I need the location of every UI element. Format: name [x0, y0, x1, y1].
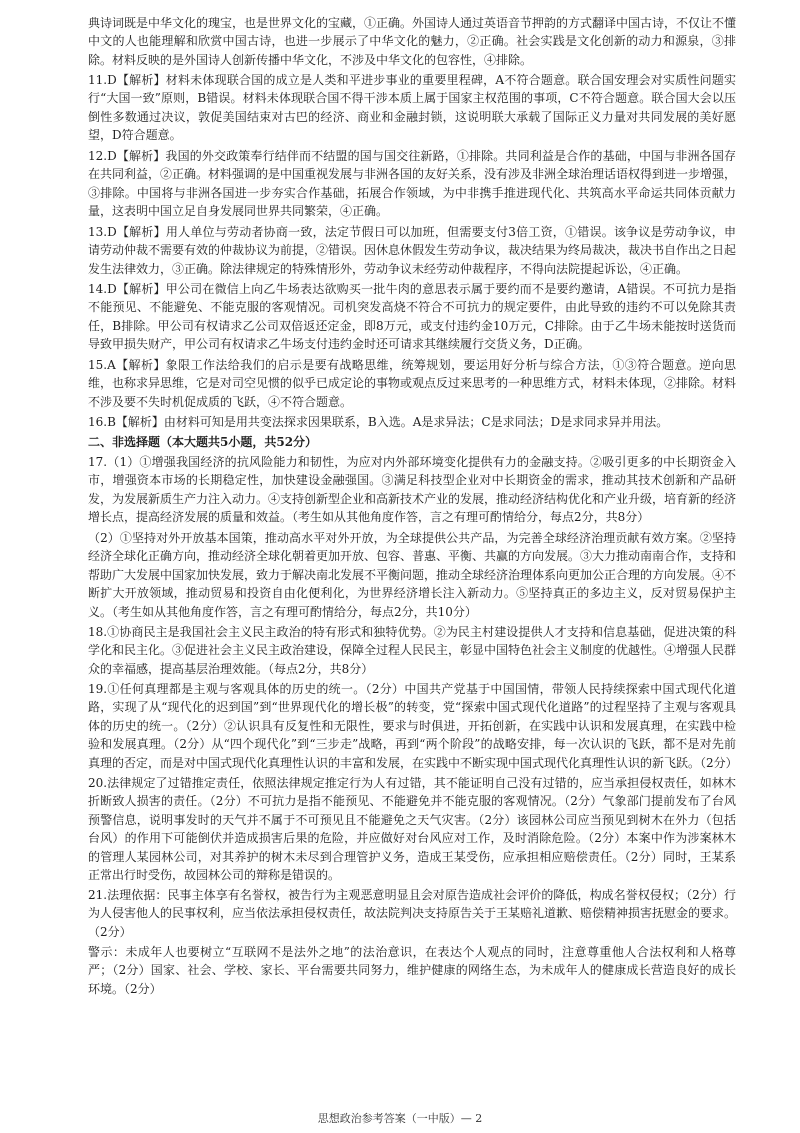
- answer-15-number: 15.A: [88, 358, 116, 372]
- answer-14-body: 【解析】甲公司在微信上向乙牛场表达欲购买一批牛肉的意思表示属于要约而不是要约邀请，A错误。不可抗力是指不能预见、不能避免、不能克服的客观情况。司机突发高烧不符合不可抗力的规定要件，由此导致的违约不可以免除其责任，B排除。甲公司有权请求乙公司双倍返还定金，即8万元，或支付违约金10万元，C排除。由于乙牛场未能按时送货而导致甲损失财产，甲公司有权请求乙牛场支付违约金时还可请求其继续履行交货义务，D正确。: [88, 282, 736, 352]
- answer-11: [88, 71, 736, 145]
- answer-16-number: 16.B: [88, 415, 116, 429]
- answer-15: [88, 356, 736, 411]
- answer-14-number: 14.D: [88, 282, 117, 296]
- answer-13-number: 13.D: [88, 225, 117, 239]
- answer-18: 18.①协商民主是我国社会主义民主政治的特有形式和独特优势。②为民主村建设提供人才支持和信息基础，促进决策的科学化和民主化。③促进社会主义民主政治建设，保障全过程人民民主，彰显中国特色社会主义制度的优越性。④增强人民群众的幸福感，提高基层治理效能。（每点2分，共8分）: [88, 625, 737, 676]
- answer-15-body: 【解析】象限工作法给我们的启示是要有战略思维，统筹规划，要运用好分析与综合方法，①③符合题意。逆向思维，也称求异思维，它是对司空见惯的似乎已成定论的事物或观点反过来思考的一种思维方式，材料未体现，②排除。材料不涉及要不失时机促成质的飞跃，④不符合题意。: [88, 358, 737, 409]
- answer-14: [88, 280, 736, 354]
- answer-20: 20.法律规定了过错推定责任，依照法律规定推定行为人有过错，其不能证明自己没有过错的，应当承担侵权责任，如林木折断致人损害的责任。（2分）不可抗力是指不能预见、不能避免并不能克服的客观情况。（2分）气象部门提前发布了台风预警信息，说明事发时的天气并不属于不可预见且不能避免之天气灾害。（2分）该园林公司应当预见到树木在外力（包括台风）的作用下可能倒伏并造成损害后果的危险，并应做好对台风应对工作，及时消除危险。（2分）本案中作为涉案林木的管理人某园林公司，对其养护的树木未尽到合理管护义务，造成王某受伤，应承担相应赔偿责任。（2分）同时，王某系正常出行时受伤，故园林公司的辩称是错误的。: [88, 776, 736, 883]
- answer-17-part2: （2）①坚持对外开放基本国策，推动高水平对外开放，为全球提供公共产品，为完善全球经济治理贡献有效方案。②坚持经济全球化正确方向，推动经济全球化朝着更加开放、包容、普惠、平衡、共赢的方向发展。③大力推动南南合作，支持和帮助广大发展中国家加快发展，致力于解决南北发展不平衡问题，推动全球经济治理体系向更加公正合理的方向发展。④不断扩大开放领域，推动贸易和投资自由化便利化，为世界经济增长注入新动力。⑤坚持真正的多边主义，反对贸易保护主义。（考生如从其他角度作答，言之有理可酌情给分，每点2分，共10分）: [88, 531, 737, 619]
- answer-12-body: 【解析】我国的外交政策奉行结伴而不结盟的国与国交往新路，①排除。共同利益是合作的基础，中国与非洲各国存在共同利益，②正确。材料强调的是中国重视发展与非洲各国的友好关系，没有涉及非洲全球治理话语权得到进一步增强，③排除。中国将与非洲各国进一步夯实合作基础，拓展合作领域，为中非携手推进现代化、共筑高水平命运共同体贡献力量，这表明中国立足自身发展同世界共同繁荣，④正确。: [88, 149, 737, 219]
- answer-19: 19.①任何真理都是主观与客观具体的历史的统一。（2分）中国共产党基于中国国情，带领人民持续探索中国式现代化道路，实现了从“现代化的迟到国”到“世界现代化的增长极”的转变，党“探索中国式现代化道路”的过程坚持了主观与客观具体的历史的统一。（2分）②认识具有反复性和无限性，要求与时俱进，开拓创新，在实践中认识和发展真理，在实践中检验和发展真理。（2分）从“四个现代化”到“三步走”战略，再到“两个阶段”的战略安排，每一次认识的飞跃，都不是对先前真理的否定，而是对中国式现代化真理性认识的丰富和发展，在实践中不断实现中国式现代化真理性认识的新飞跃。（2分）: [88, 682, 738, 770]
- answer-21-warning: 警示：未成年人也要树立“互联网不是法外之地”的法治意识，在表达个人观点的同时，注意尊重他人合法权利和人格尊严；（2分）国家、社会、学校、家长、平台需要共同努力，维护健康的网络生态，为未成年人的健康成长营造良好的成长环境。（2分）: [88, 945, 736, 996]
- answer-11-body: 【解析】材料未体现联合国的成立是人类和平进步事业的重要里程碑，A不符合题意。联合国安理会对实质性问题实行“大国一致”原则，B错误。材料未体现联合国不得干涉本质上属于国家主权范围的事项，C不符合题意。联合国大会以压倒性多数通过决议，敦促美国结束对古巴的经济、商业和金融封锁，这说明联大承载了国际正义力量对共同发展的美好愿望，D符合题意。: [88, 73, 736, 143]
- section-heading: 二、非选择题（本大题共5小题，共52分）: [88, 435, 318, 449]
- intro-paragraph: 典诗词既是中华文化的瑰宝，也是世界文化的宝藏，①正确。外国诗人通过英语音节押韵的方式翻译中国古诗，不仅让不懂中文的人也能理解和欣赏中国古诗，也进一步展示了中华文化的魅力，②正确。社会实践是文化创新的动力和源泉，③排除。材料反映的是外国诗人创新传播中华文化，不涉及中华文化的包容性，④排除。: [88, 16, 737, 67]
- answer-16-body: 【解析】由材料可知是用共变法探求因果联系，B入选。A是求异法；C是求同法；D是求同求异并用法。: [115, 415, 669, 429]
- answer-12: [88, 147, 736, 221]
- answer-17-part1: 17.（1）①增强我国经济的抗风险能力和韧性，为应对内外部环境变化提供有力的金融支持。②吸引更多的中长期资金入市，增强资本市场的长期稳定性，加快建设金融强国。③满足科技型企业对中长期资金的需求，推动其技术创新和产品研发，为发展新质生产力注入动力。④支持创新型企业和高新技术产业的发展，推动经济结构优化和产业升级，培育新的经济增长点，提高经济发展的质量和效益。（考生如从其他角度作答，言之有理可酌情给分，每点2分，共8分）: [88, 455, 737, 525]
- page-footer: 思想政治参考答案（一中版）— 2: [317, 1112, 483, 1125]
- answer-16: [88, 413, 736, 431]
- answer-11-text: 11.D: [88, 73, 117, 87]
- answer-13: [88, 223, 736, 278]
- answer-12-number: 12.D: [88, 149, 117, 163]
- answer-21-basis: 21.法理依据：民事主体享有名誉权，被告行为主观恶意明显且会对原告造成社会评价的降低，构成名誉权侵权；（2分）行为人侵害他人的民事权利，应当依法承担侵权责任，故法院判决支持原告关于王某赔礼道歉、赔偿精神损害抚慰金的要求。（2分）: [88, 888, 737, 939]
- answer-13-body: 【解析】用人单位与劳动者协商一致，法定节假日可以加班，但需要支付3倍工资，①错误。该争议是劳动争议，申请劳动仲裁不需要有效的仲裁协议为前提，②错误。因休息休假发生劳动争议，裁决结果为终局裁决，裁决书自作出之日起发生法律效力，③正确。除法律规定的特殊情形外，劳动争议未经劳动仲裁程序，不得向法院提起诉讼，④正确。: [88, 225, 737, 276]
